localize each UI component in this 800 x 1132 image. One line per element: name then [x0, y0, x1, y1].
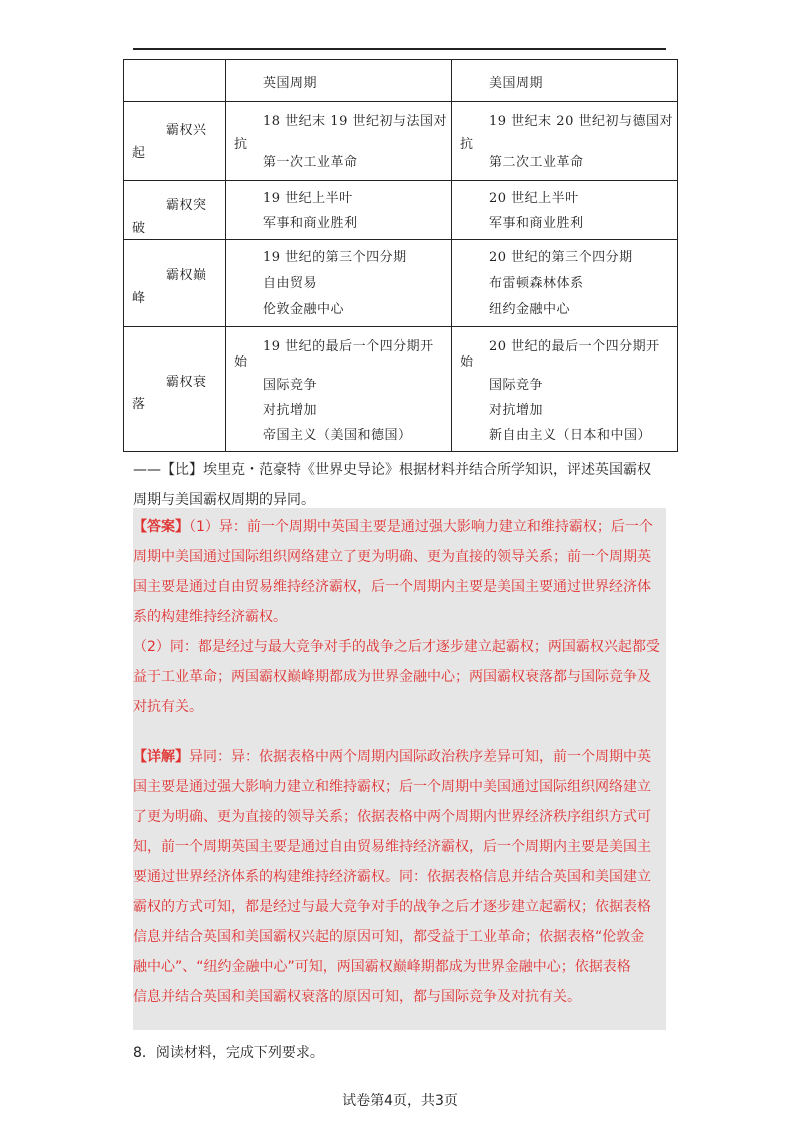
uk-cell: 18 世纪末 19 世纪初与法国对 抗 第一次工业革命 [226, 102, 452, 181]
stage-label: 霸权衰 [166, 375, 207, 390]
table-row [124, 102, 678, 181]
detail-tag: 【详解】 [133, 749, 189, 765]
stage-label: 霸权突 [166, 198, 207, 213]
us-cell: 20 世纪的最后一个四分期开 始 国际竞争 对抗增加 新自由主义（日本和中国） [452, 327, 678, 452]
stage-cell [124, 181, 226, 240]
table-row [124, 327, 678, 452]
stage-label-wrap: 落 [132, 397, 146, 412]
answer-tag: 【答案】 [133, 519, 189, 535]
uk-cell: 19 世纪的最后一个四分期开 始 国际竞争 对抗增加 帝国主义（美国和德国） [226, 327, 452, 452]
stage-label-wrap: 破 [132, 221, 146, 236]
page-footer: 试卷第4页，共3页 [342, 1093, 458, 1109]
next-question: 8．阅读材料，完成下列要求。 [133, 1045, 324, 1061]
table-row [124, 240, 678, 327]
table-header-row [124, 60, 678, 102]
header-cell-us: 美国周期 [452, 60, 678, 102]
uk-cell: 19 世纪的第三个四分期 自由贸易 伦敦金融中心 [226, 240, 452, 327]
top-rule [133, 48, 666, 50]
stage-cell [124, 327, 226, 452]
stage-label-wrap: 起 [132, 146, 146, 161]
us-cell: 20 世纪上半叶 军事和商业胜利 [452, 181, 678, 240]
us-cell: 19 世纪末 20 世纪初与德国对 抗 第二次工业革命 [452, 102, 678, 181]
uk-cell: 19 世纪上半叶 军事和商业胜利 [226, 181, 452, 240]
stage-label-wrap: 峰 [132, 291, 146, 306]
detail-block: 【详解】异同：异：依据表格中两个周期内国际政治秩序差异可知，前一个周期中英 国主要是通过强大影响力建立和维持霸权；后一个周期中美国通过国际组织网络建立 了更为明确、更为直接的领导关系；依据表格中两个周期内世界经济秩序组织方式可 知，前一个周期英国主要是通过自由贸易维持经济霸权，后一个周期内主要是美国主 要通过世界经济体系的构建维持经济霸权。同：依据表格信息并结合英国和美国建立 霸权的方式可知，都是经过与最大竞争对手的战争之后才逐步建立起霸权；依据表格 信息并结合英国和美国霸权兴起的原因可知，都受益于工业革命；依据表格“伦敦金 融中心”、“纽约金融中心”可知，两国霸权巅峰期都成为世界金融中心；依据表格 信息并结合英国和美国霸权衰落的原因可知，都与国际竞争及对抗有关。 [133, 749, 651, 1005]
stage-label: 霸权兴 [166, 123, 207, 138]
stage-cell [124, 102, 226, 181]
answer-block: 【答案】（1）异：前一个周期中英国主要是通过强大影响力建立和维持霸权；后一个 周期中美国通过国际组织网络建立了更为明确、更为直接的领导关系；前一个周期英 国主要是通过自由贸易维持经济霸权，后一个周期内主要是美国主要通过世界经济体 系的构建维持经济霸权。 （2）同：都是经过与最大竞争对手的战争之后才逐步建立起霸权；两国霸权兴起都受 益于工业革命；两国霸权巅峰期都成为世界金融中心；两国霸权衰落都与国际竞争及 对抗有关。 [133, 519, 660, 715]
header-cell-empty [124, 60, 226, 102]
stage-cell [124, 240, 226, 327]
table-row [124, 181, 678, 240]
question-prompt: ——【比】埃里克・范豪特《世界史导论》根据材料并结合所学知识，评述英国霸权 周期与美国霸权周期的异同。 [133, 462, 651, 508]
comparison-table [123, 59, 678, 452]
header-cell-uk: 英国周期 [226, 60, 452, 102]
stage-label: 霸权巅 [166, 268, 207, 283]
us-cell: 20 世纪的第三个四分期 布雷顿森林体系 纽约金融中心 [452, 240, 678, 327]
